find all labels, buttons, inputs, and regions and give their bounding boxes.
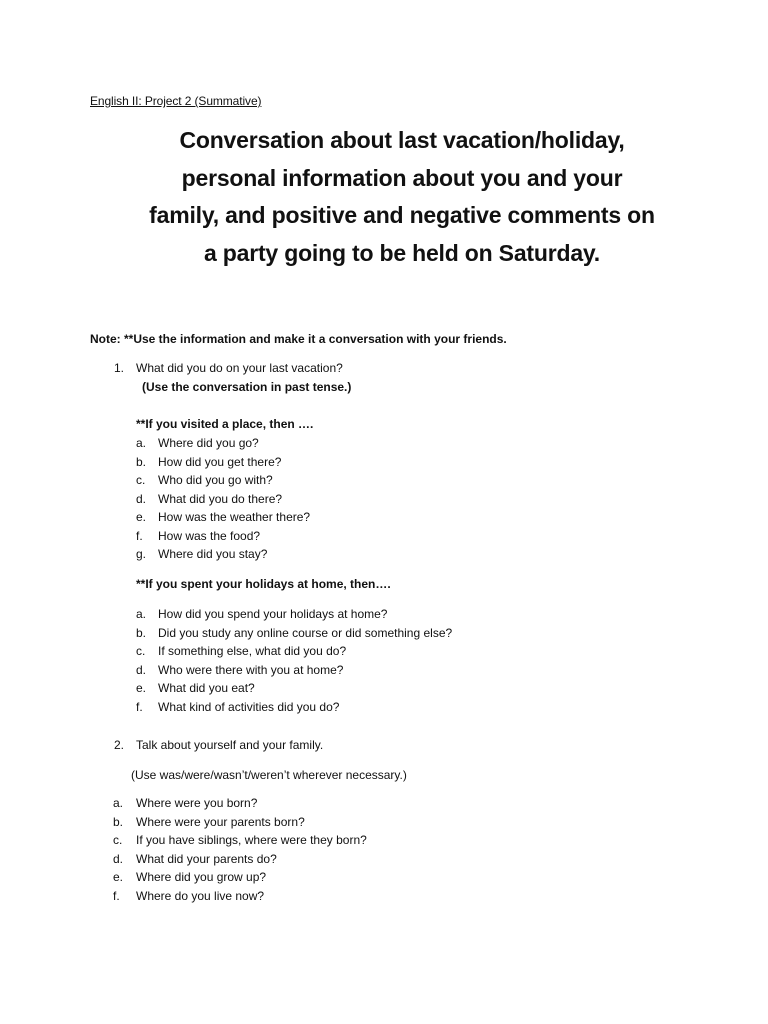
list-marker: d. <box>136 491 147 506</box>
list-item-text: What did you eat? <box>158 681 255 695</box>
list-item-text: How did you get there? <box>158 454 282 469</box>
document-title <box>112 122 692 272</box>
list-item-text: Where did you grow up? <box>136 870 267 884</box>
list-item <box>136 607 736 621</box>
list-item <box>136 700 736 714</box>
list-marker: d. <box>136 662 147 677</box>
list-marker: c. <box>136 473 146 487</box>
section-2-question: Talk about yourself and your family. <box>136 738 324 752</box>
list-marker: a. <box>113 796 124 810</box>
list-item-text: If you have siblings, where were they born? <box>136 833 367 847</box>
list-item <box>136 626 736 640</box>
list-item-text: If something else, what did you do? <box>158 644 347 658</box>
list-marker: a. <box>136 607 147 621</box>
list-item-text: Where did you stay? <box>158 547 268 561</box>
list-marker: f. <box>136 699 143 714</box>
list-item <box>136 436 736 450</box>
list-item-text: Where do you live now? <box>136 888 265 903</box>
section-1-question: What did you do on your last vacation? <box>136 361 343 375</box>
list-item <box>113 852 713 866</box>
section-1-number: 1. <box>114 361 125 375</box>
list-item <box>136 547 736 561</box>
list-item-text: Did you study any online course or did something else? <box>158 625 453 640</box>
list-item-text: What did you do there? <box>158 491 283 506</box>
title-line: family, and positive and negative comments on <box>149 202 655 228</box>
title-line: Conversation about last vacation/holiday, <box>179 127 625 153</box>
list-item-text: How was the weather there? <box>158 510 311 524</box>
list-item <box>136 663 736 677</box>
note-text: Note: **Use the information and make it a conversation with your friends. <box>90 332 507 346</box>
list-item-text: How was the food? <box>158 528 261 543</box>
list-item <box>136 510 736 524</box>
title-line: a party going to be held on Saturday. <box>204 239 600 266</box>
list-marker: b. <box>113 814 124 829</box>
visited-heading: **If you visited a place, then …. <box>136 417 314 431</box>
section-2-instruction: (Use was/were/wasn’t/weren’t wherever necessary.) <box>131 768 407 782</box>
list-item <box>113 870 713 884</box>
list-marker: f. <box>136 528 143 543</box>
list-item-text: Who did you go with? <box>158 473 273 487</box>
list-item-text: Where did you go? <box>158 436 259 450</box>
list-item-text: Where were your parents born? <box>136 814 305 829</box>
list-marker: b. <box>136 454 147 469</box>
list-item <box>136 492 736 506</box>
list-item <box>136 455 736 469</box>
list-item <box>113 833 713 847</box>
section-1-instruction: (Use the conversation in past tense.) <box>142 380 352 394</box>
list-item <box>113 889 713 903</box>
list-item-text: Where were you born? <box>136 796 258 810</box>
list-item-text: Who were there with you at home? <box>158 662 344 677</box>
list-item <box>113 796 713 810</box>
section-2-number: 2. <box>114 738 125 752</box>
list-item <box>136 681 736 695</box>
list-marker: g. <box>136 547 147 561</box>
list-marker: f. <box>113 888 120 903</box>
list-marker: e. <box>136 510 147 524</box>
list-item-text: How did you spend your holidays at home? <box>158 607 388 621</box>
list-item-text: What did your parents do? <box>136 851 277 866</box>
list-marker: a. <box>136 436 147 450</box>
list-marker: e. <box>113 870 124 884</box>
list-marker: d. <box>113 851 124 866</box>
course-heading: English II: Project 2 (Summative) <box>90 94 262 108</box>
list-marker: b. <box>136 625 147 640</box>
list-item <box>136 644 736 658</box>
list-marker: c. <box>136 644 146 658</box>
list-item <box>113 815 713 829</box>
home-heading: **If you spent your holidays at home, then…. <box>136 577 391 591</box>
title-line: personal information about you and your <box>181 164 623 191</box>
list-marker: c. <box>113 833 123 847</box>
list-item-text: What kind of activities did you do? <box>158 699 340 714</box>
list-item <box>136 529 736 543</box>
list-item <box>136 473 736 487</box>
list-marker: e. <box>136 681 147 695</box>
